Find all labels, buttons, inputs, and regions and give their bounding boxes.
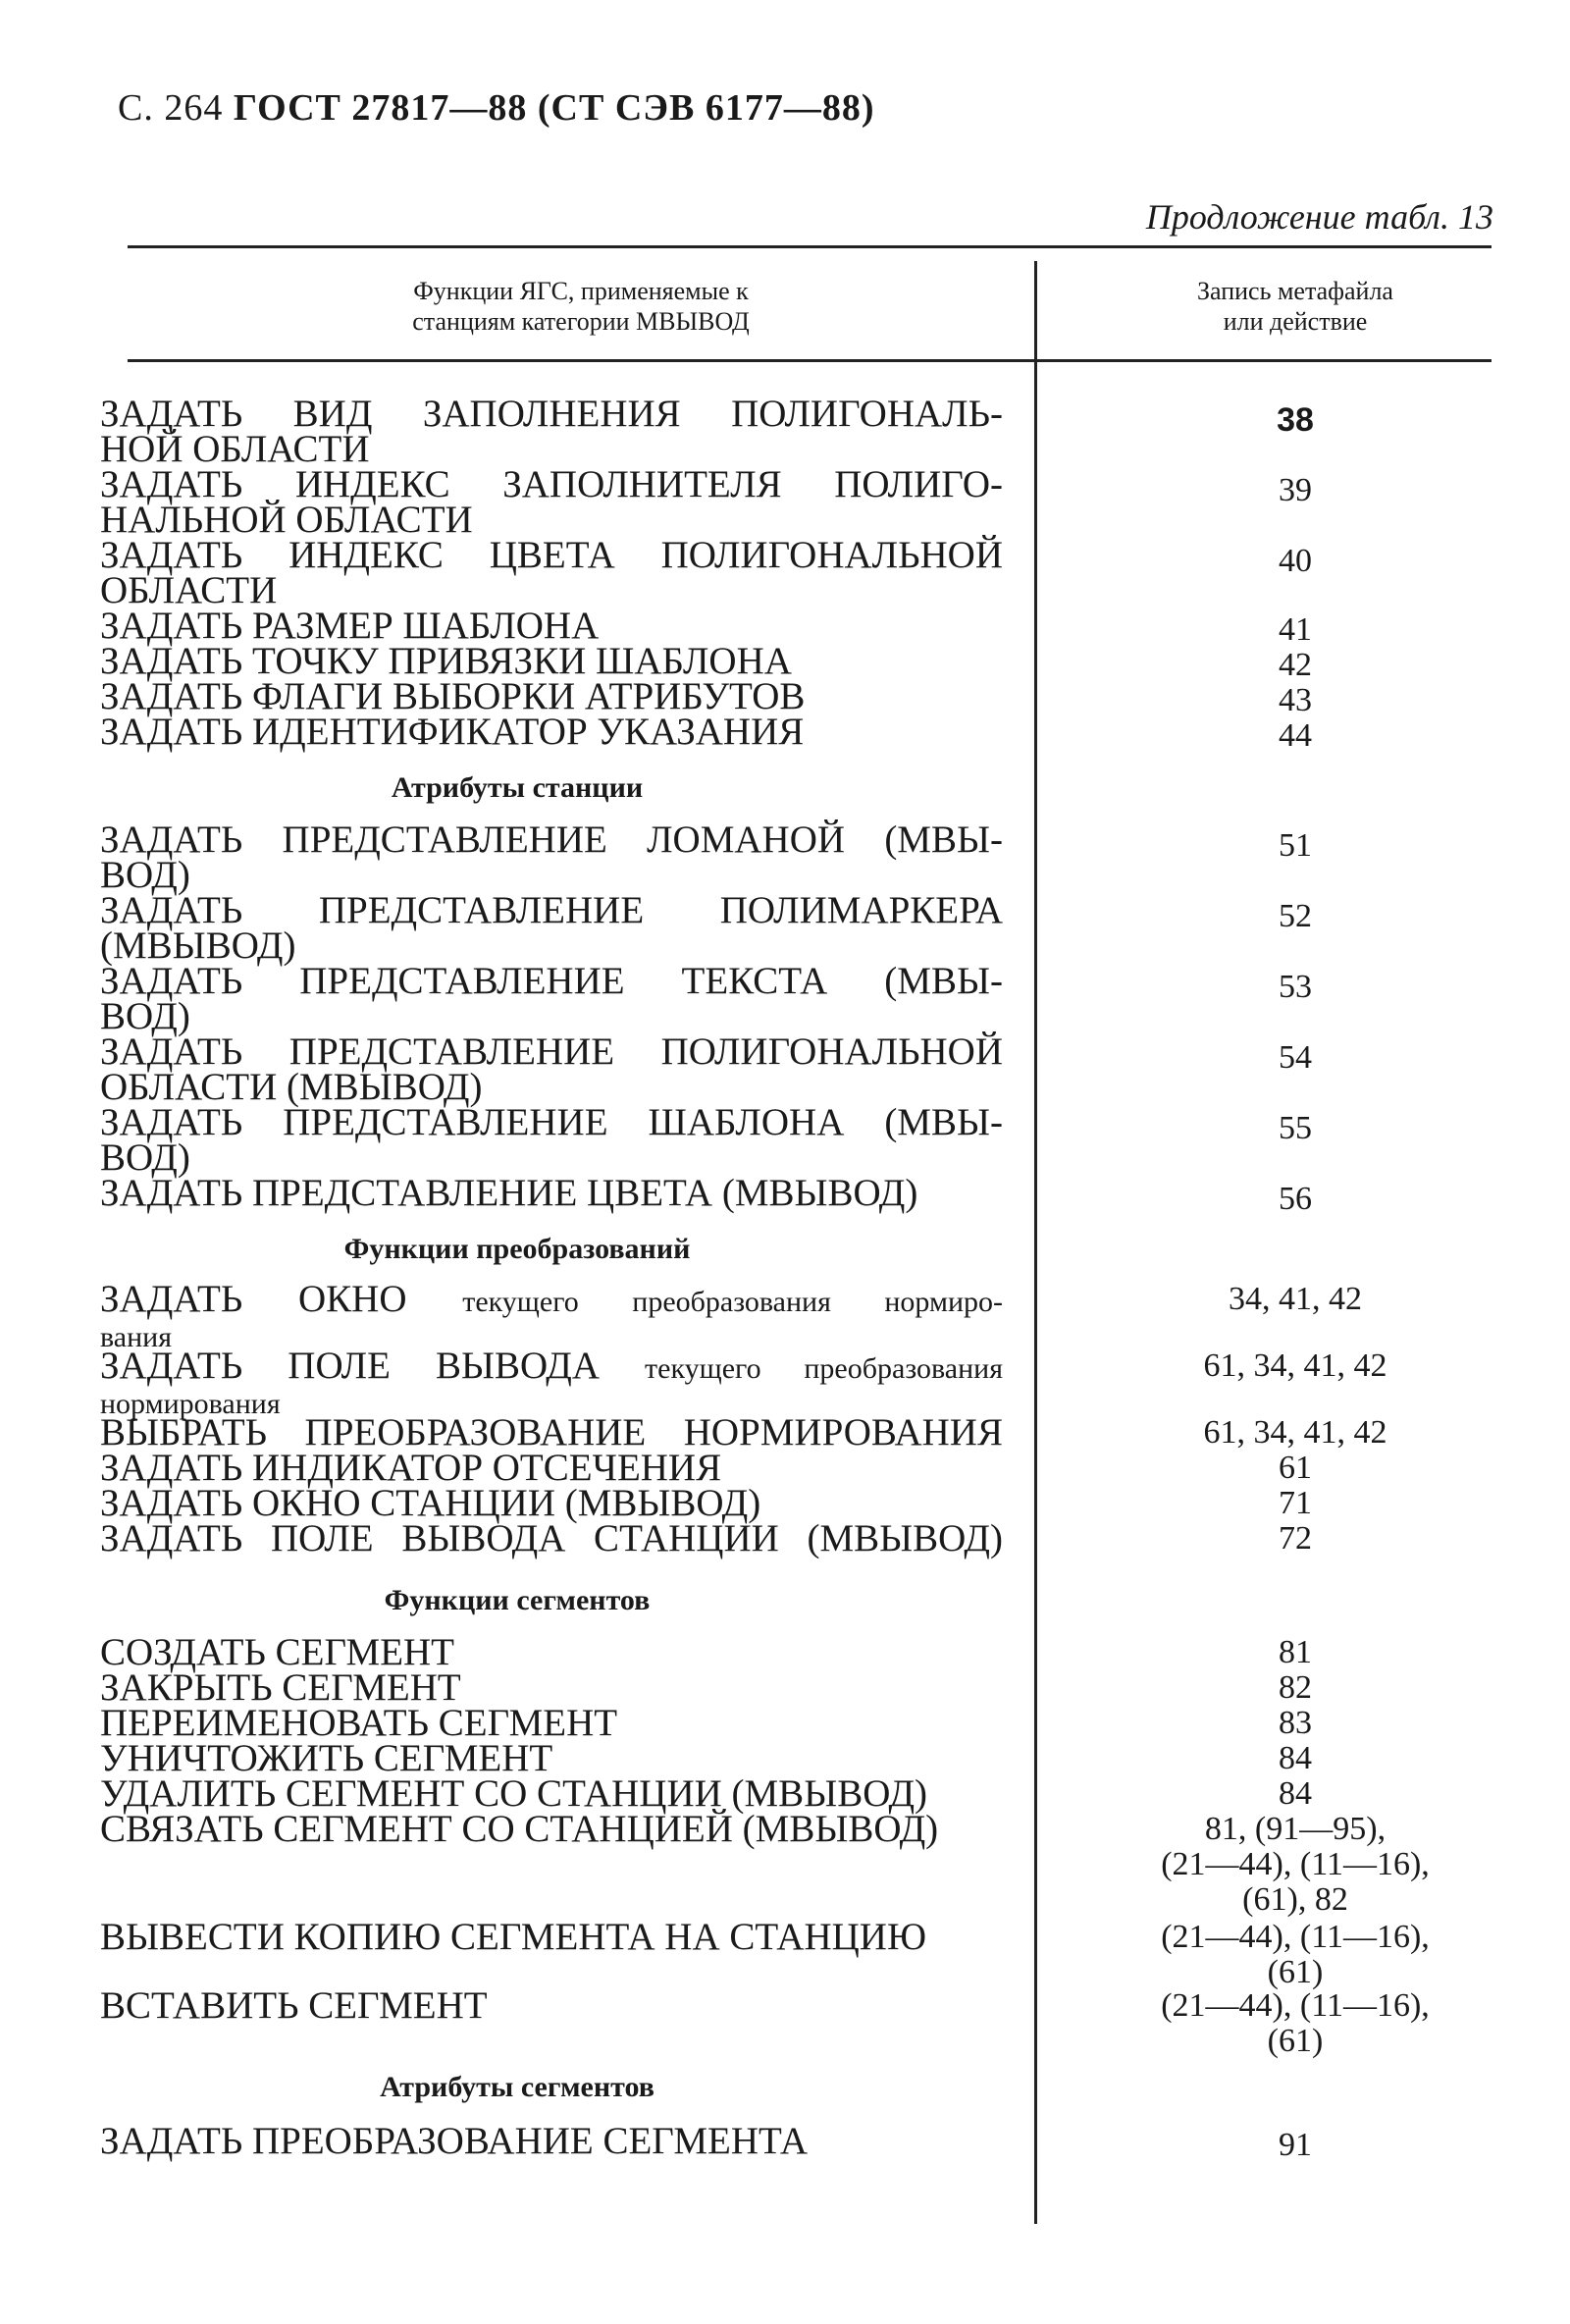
function-line: ЗАДАТЬ ПРЕДСТАВЛЕНИЕ ТЕКСТА (МВЫ- — [100, 960, 1003, 1002]
metafile-code: 61, 34, 41, 42 — [1203, 1347, 1387, 1384]
function-line: ВОД) — [100, 854, 190, 896]
function-line: ВЫВЕСТИ КОПИЮ СЕГМЕНТА НА СТАНЦИЮ — [100, 1916, 927, 1958]
function-line: ЗАДАТЬ ИНДЕКС ЗАПОЛНИТЕЛЯ ПОЛИГО- — [100, 463, 1003, 505]
metafile-code: 81, (91—95), — [1204, 1811, 1387, 1847]
function-line: ЗАДАТЬ ПОЛЕ ВЫВОДА СТАНЦИИ (МВЫВОД) — [100, 1517, 1003, 1559]
running-head — [118, 86, 875, 130]
function-line: ВСТАВИТЬ СЕГМЕНТ — [100, 1984, 488, 2027]
function-line: ЗАДАТЬ ПРЕДСТАВЛЕНИЕ ШАБЛОНА (МВЫ- — [100, 1101, 1003, 1143]
metafile-code: 52 — [1279, 898, 1312, 934]
column-divider — [1034, 261, 1037, 2224]
function-line: ЗАДАТЬ ИДЕНТИФИКАТОР УКАЗАНИЯ — [100, 711, 805, 753]
function-line: СВЯЗАТЬ СЕГМЕНТ СО СТАНЦИЕЙ (МВЫВОД) — [100, 1808, 939, 1850]
metafile-code: (21—44), (11—16), — [1161, 1919, 1430, 1955]
table-header-rule — [128, 359, 1492, 362]
table-top-rule — [128, 245, 1492, 248]
function-line: вания — [100, 1321, 172, 1353]
metafile-code: (61) — [1267, 1954, 1324, 1990]
metafile-code: 42 — [1279, 647, 1312, 683]
function-line: ЗАДАТЬ ОКНО текущего преобразования нормиро- — [100, 1278, 1003, 1320]
metafile-code: 40 — [1279, 543, 1312, 579]
function-line: ЗАДАТЬ ТОЧКУ ПРИВЯЗКИ ШАБЛОНА — [100, 640, 792, 682]
metafile-code: 81 — [1279, 1634, 1312, 1670]
function-line: СОЗДАТЬ СЕГМЕНТ — [100, 1631, 454, 1673]
function-line: ВОД) — [100, 1136, 190, 1179]
metafile-code: 54 — [1279, 1039, 1312, 1076]
metafile-code: 39 — [1279, 472, 1312, 508]
metafile-code: 84 — [1279, 1775, 1312, 1812]
metafile-code: (21—44), (11—16), — [1161, 1987, 1430, 2024]
function-line: ЗАДАТЬ ПОЛЕ ВЫВОДА текущего преобразования — [100, 1345, 1003, 1387]
function-line: НАЛЬНОЙ ОБЛАСТИ — [100, 499, 473, 541]
function-line: ЗАДАТЬ ПРЕДСТАВЛЕНИЕ ПОЛИГОНАЛЬНОЙ — [100, 1030, 1003, 1073]
metafile-code: (21—44), (11—16), — [1161, 1846, 1430, 1882]
col1-header: Функции ЯГС, применяемые к станциям категории МВЫВОД — [412, 277, 750, 336]
metafile-code: 61, 34, 41, 42 — [1203, 1414, 1387, 1451]
function-line: ЗАДАТЬ ПРЕДСТАВЛЕНИЕ ЛОМАНОЙ (МВЫ- — [100, 819, 1003, 861]
function-line: ЗАДАТЬ ПРЕДСТАВЛЕНИЕ ПОЛИМАРКЕРА — [100, 889, 1003, 931]
function-line: ЗАДАТЬ ПРЕОБРАЗОВАНИЕ СЕГМЕНТА — [100, 2120, 809, 2162]
section-heading: Атрибуты сегментов — [380, 2071, 654, 2103]
metafile-code: 44 — [1279, 717, 1312, 754]
metafile-code: (61), 82 — [1242, 1881, 1348, 1918]
metafile-code: 84 — [1279, 1740, 1312, 1776]
function-line: УНИЧТОЖИТЬ СЕГМЕНТ — [100, 1737, 553, 1779]
col2-header: Запись метафайла или действие — [1197, 277, 1393, 336]
metafile-code: 38 — [1277, 401, 1314, 439]
function-line: ЗАДАТЬ ПРЕДСТАВЛЕНИЕ ЦВЕТА (МВЫВОД) — [100, 1172, 918, 1214]
function-line: нормирования — [100, 1388, 281, 1420]
function-line: ПЕРЕИМЕНОВАТЬ СЕГМЕНТ — [100, 1702, 618, 1744]
metafile-code: 55 — [1279, 1110, 1312, 1146]
section-heading: Функции сегментов — [384, 1584, 651, 1616]
metafile-code: 83 — [1279, 1705, 1312, 1741]
function-line: ЗАДАТЬ РАЗМЕР ШАБЛОНА — [100, 605, 600, 647]
function-line: УДАЛИТЬ СЕГМЕНТ СО СТАНЦИИ (МВЫВОД) — [100, 1772, 928, 1815]
function-line: (МВЫВОД) — [100, 924, 296, 967]
metafile-code: (61) — [1267, 2023, 1324, 2059]
section-heading: Атрибуты станции — [391, 771, 644, 804]
metafile-code: 72 — [1279, 1520, 1312, 1557]
metafile-code: 56 — [1279, 1181, 1312, 1217]
metafile-code: 82 — [1279, 1669, 1312, 1706]
function-line: ВОД) — [100, 995, 190, 1037]
function-line: ЗАКРЫТЬ СЕГМЕНТ — [100, 1666, 461, 1709]
section-heading: Функции преобразований — [343, 1233, 691, 1265]
function-line: ЗАДАТЬ ВИД ЗАПОЛНЕНИЯ ПОЛИГОНАЛЬ- — [100, 393, 1003, 435]
metafile-code: 53 — [1279, 969, 1312, 1005]
continuation-caption: Продложение табл. 13 — [1145, 197, 1493, 237]
metafile-code: 34, 41, 42 — [1229, 1281, 1362, 1317]
metafile-code: 71 — [1279, 1485, 1312, 1521]
metafile-code: 91 — [1279, 2127, 1312, 2163]
function-line: ЗАДАТЬ ОКНО СТАНЦИИ (МВЫВОД) — [100, 1482, 761, 1524]
function-line: ОБЛАСТИ (МВЫВОД) — [100, 1066, 483, 1108]
function-line: ОБЛАСТИ — [100, 569, 278, 611]
function-line: ВЫБРАТЬ ПРЕОБРАЗОВАНИЕ НОРМИРОВАНИЯ — [100, 1411, 1003, 1453]
function-line: ЗАДАТЬ ФЛАГИ ВЫБОРКИ АТРИБУТОВ — [100, 675, 806, 717]
page-label: С. 264 — [118, 87, 224, 129]
function-line: ЗАДАТЬ ИНДЕКС ЦВЕТА ПОЛИГОНАЛЬНОЙ — [100, 534, 1003, 576]
standard-title: ГОСТ 27817—88 (СТ СЭВ 6177—88) — [233, 87, 875, 129]
metafile-code: 43 — [1279, 682, 1312, 718]
metafile-code: 61 — [1279, 1450, 1312, 1486]
function-line: НОЙ ОБЛАСТИ — [100, 428, 370, 470]
metafile-code: 41 — [1279, 611, 1312, 648]
function-line: ЗАДАТЬ ИНДИКАТОР ОТСЕЧЕНИЯ — [100, 1447, 722, 1489]
metafile-code: 51 — [1279, 827, 1312, 864]
